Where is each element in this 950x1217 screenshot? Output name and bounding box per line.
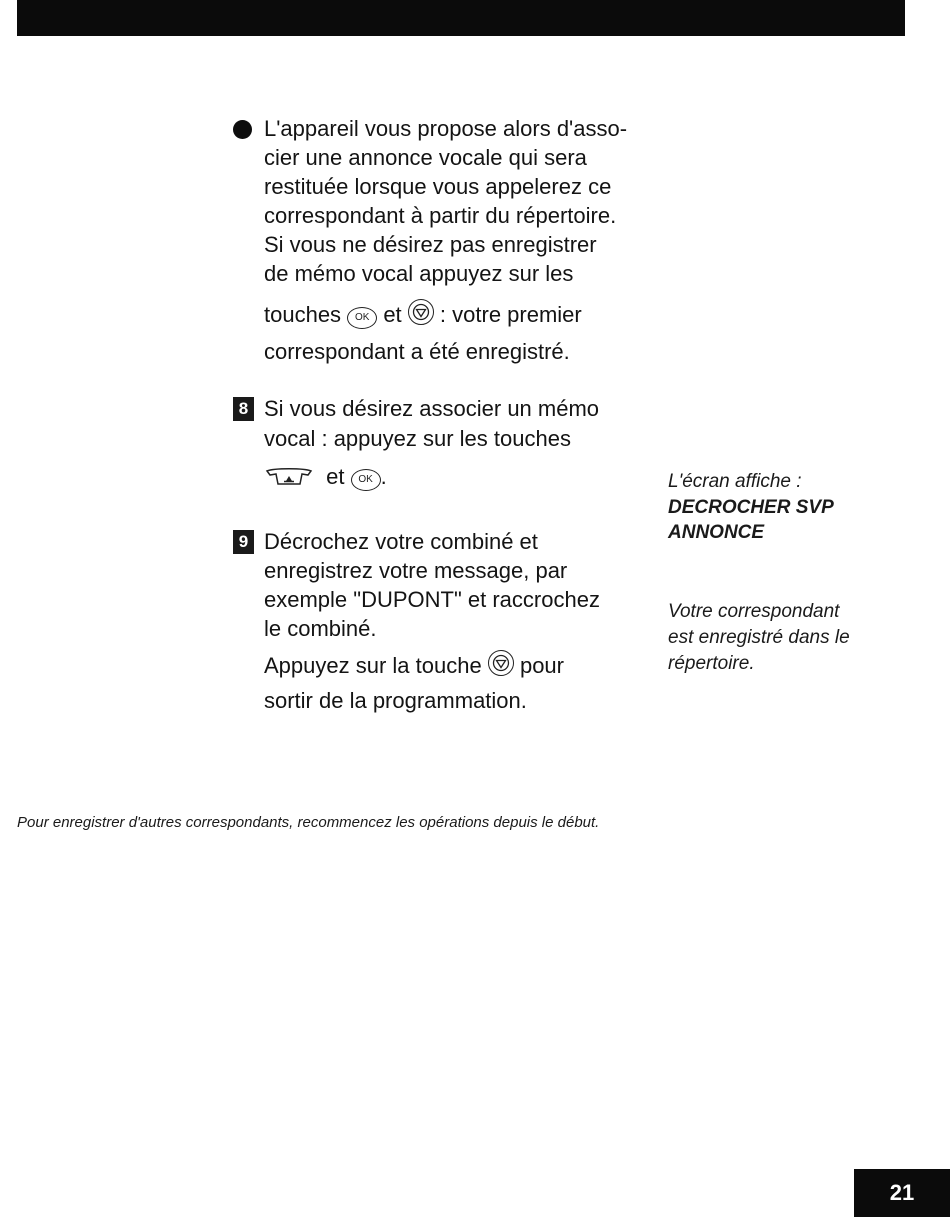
keys-line-middle: et [383,302,402,327]
screen-display-line: DECROCHER SVP [668,497,834,518]
page-number: 21 [854,1169,950,1217]
screen-label: L'écran affiche : [668,471,802,492]
stop-key-icon [488,650,514,676]
press-line-after: pour [519,653,564,678]
step8-keys-line [264,462,387,497]
press-line-before: Appuyez sur la touche [264,653,482,678]
note-line: répertoire. [668,653,755,674]
step-number-8: 8 [233,397,254,421]
step-number-9: 9 [233,530,254,554]
paragraph-line: L'appareil vous propose alors d'asso- [264,116,628,141]
note-line: Votre correspondant [668,601,840,622]
footer-note: Pour enregistrer d'autres correspondants, recommencez les opérations depuis le début. [17,814,600,831]
bullet-icon [233,120,252,139]
paragraph-line: correspondant à partir du répertoire. [264,203,617,228]
note-line: est enregistré dans le [668,627,850,648]
step9-press-line [264,650,564,680]
step8-line: Si vous désirez associer un mémo [264,396,600,421]
paragraph-line: correspondant a été enregistré. [264,339,570,364]
keys-line [264,299,582,329]
step9-line: enregistrez votre message, par [264,558,568,583]
ok-key-icon: OK [351,469,381,491]
stop-key-icon [408,299,434,325]
handset-key-icon [264,466,314,497]
screen-display-line: ANNONCE [668,522,765,543]
keys-line-after: : votre premier [439,302,582,327]
step9-line: exemple "DUPONT" et raccrochez [264,587,600,612]
step8-keys-middle: et [326,464,345,489]
paragraph-line: cier une annonce vocale qui sera [264,145,587,170]
step9-line: Décrochez votre combiné et [264,529,538,554]
step8-line: vocal : appuyez sur les touches [264,426,571,451]
ok-key-icon: OK [347,307,377,329]
paragraph-line: Si vous ne désirez pas enregistrer [264,232,597,257]
keys-line-before: touches [264,302,342,327]
paragraph-line: restituée lorsque vous appelerez ce [264,174,612,199]
step8-keys-after: . [380,464,387,489]
paragraph-line: de mémo vocal appuyez sur les [264,261,574,286]
step9-line: le combiné. [264,616,377,641]
step9-last-line: sortir de la programmation. [264,688,527,713]
